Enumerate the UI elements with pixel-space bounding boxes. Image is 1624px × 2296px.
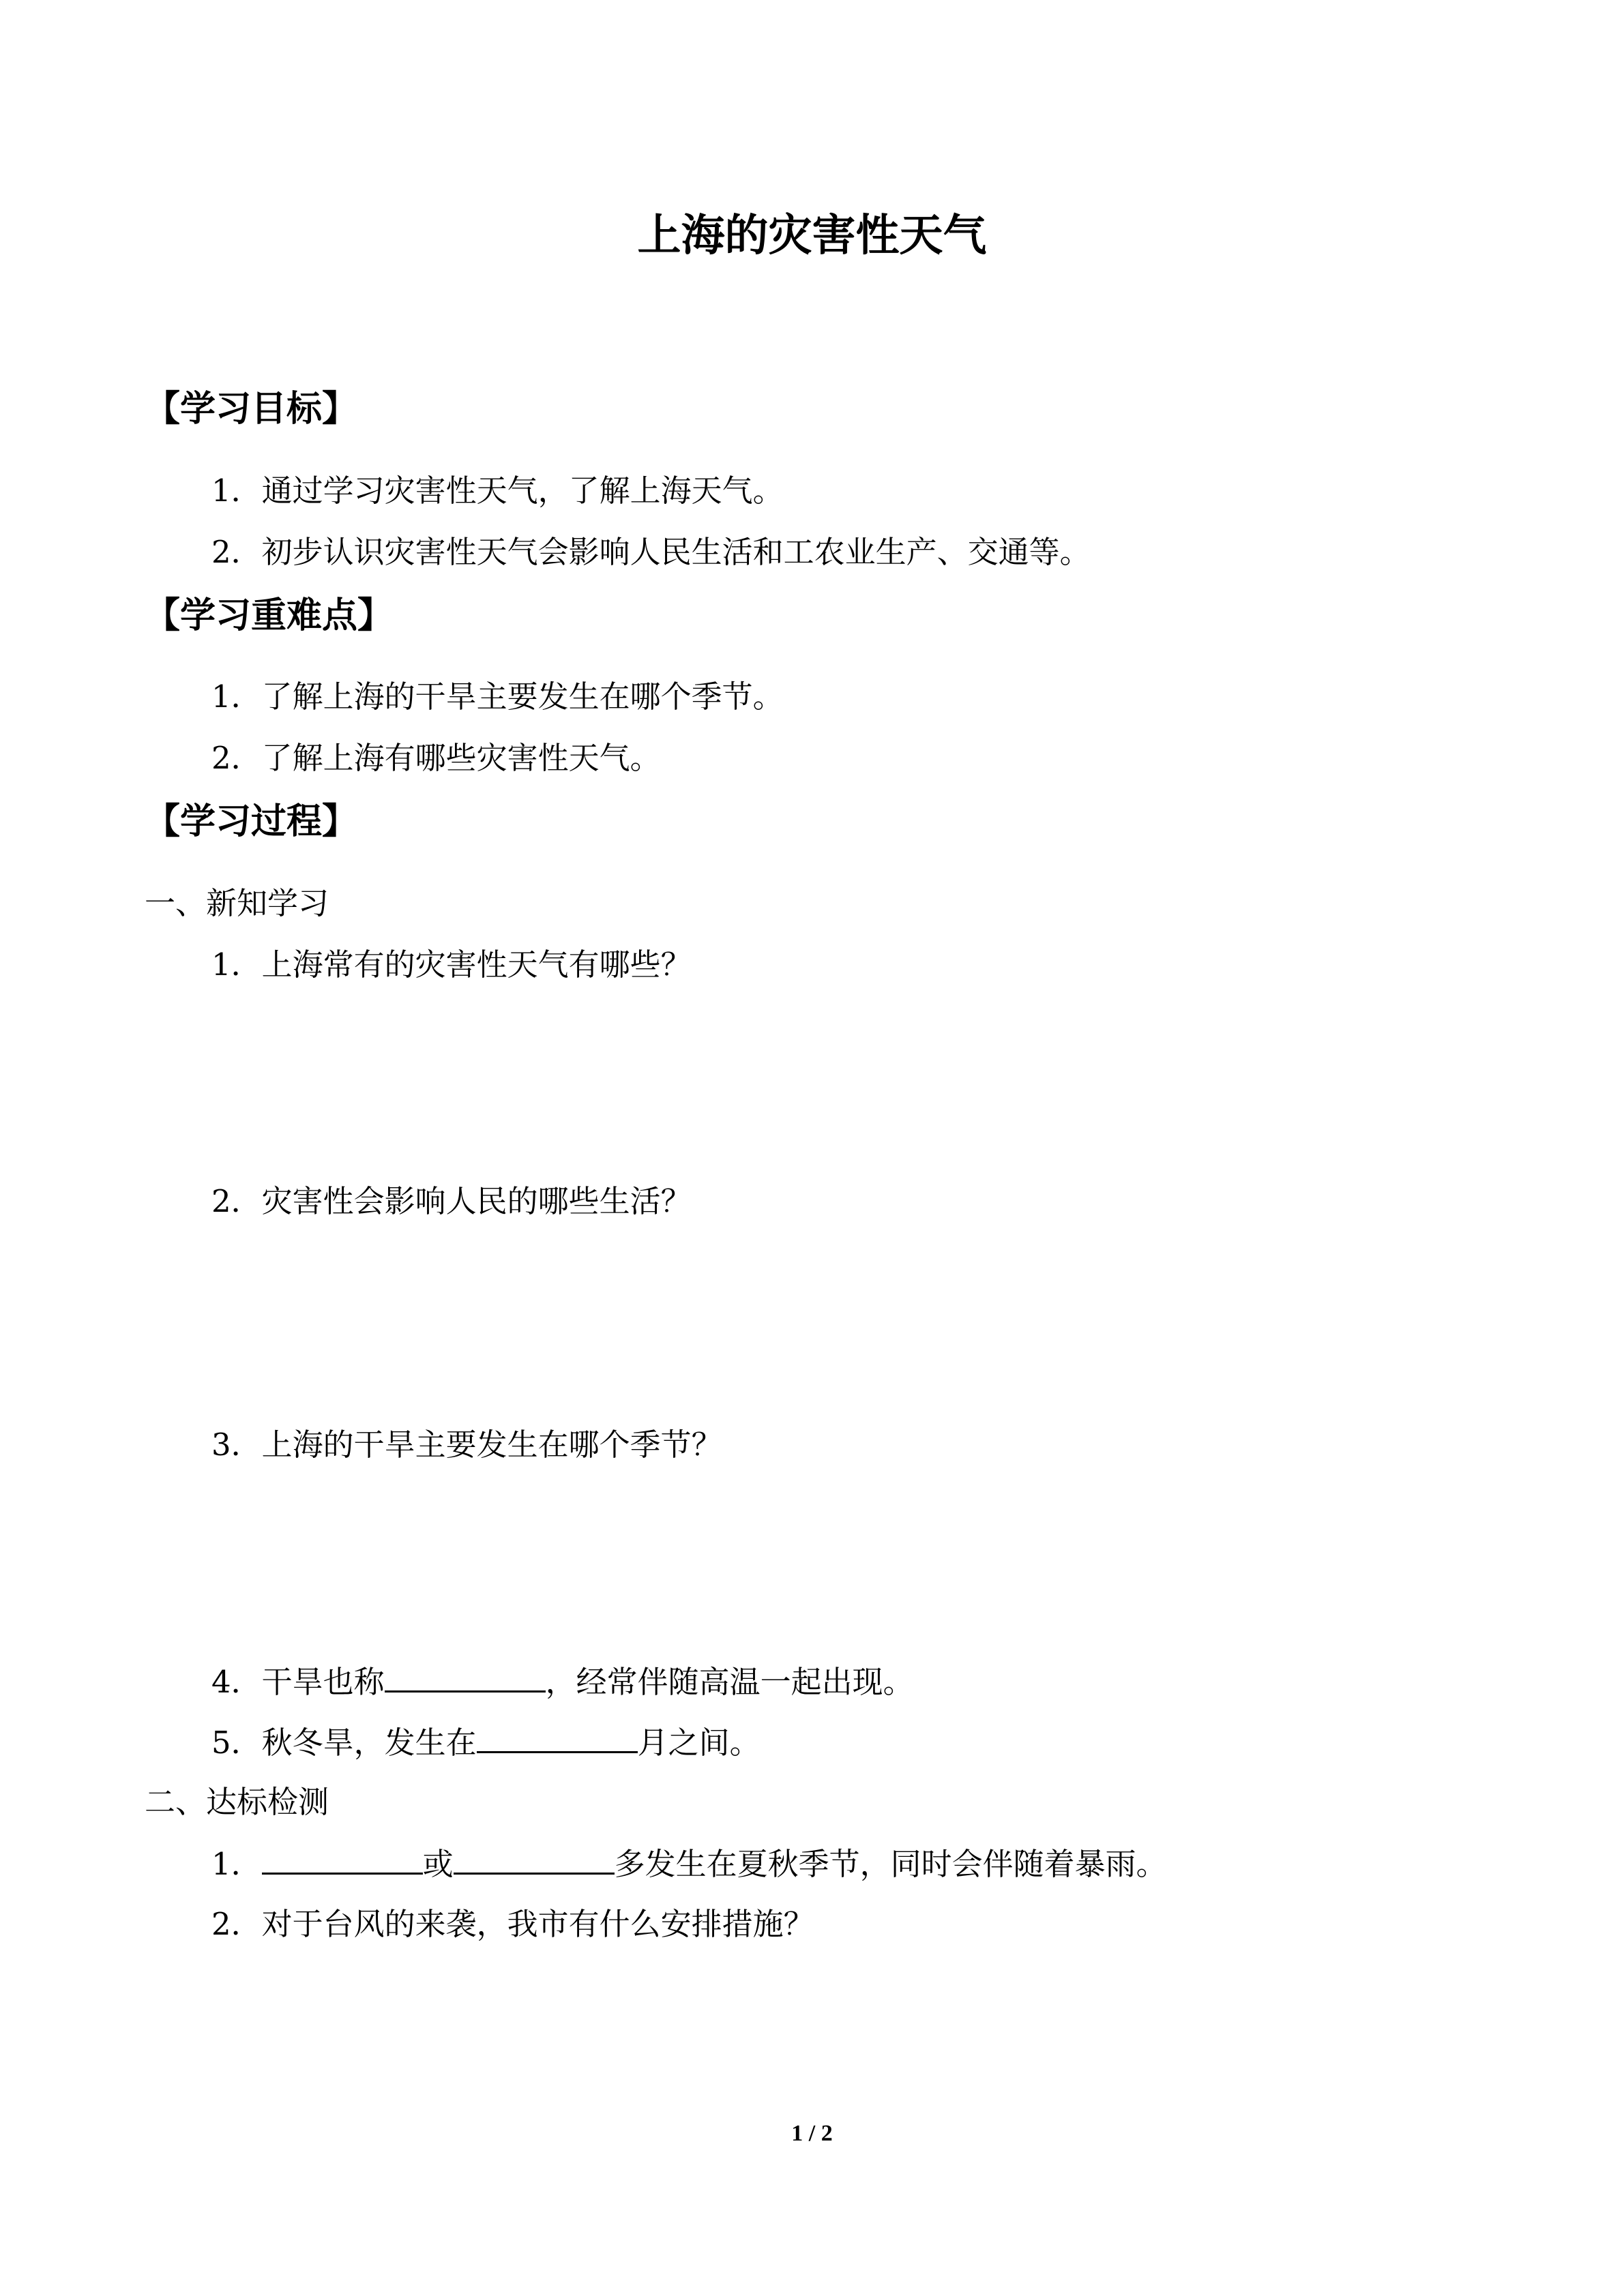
page-number: 1 / 2 bbox=[791, 2121, 833, 2146]
section-heading-key-points: 【学习重难点】 bbox=[145, 595, 394, 636]
question-2: 2．灾害性会影响人民的哪些生活？ bbox=[211, 1183, 692, 1219]
assessment-q1-suffix: 多发生在夏秋季节，同时会伴随着暴雨。 bbox=[614, 1846, 1167, 1882]
fill-blank-assessment-1a[interactable] bbox=[262, 1841, 423, 1875]
question-5-prefix: 5．秋冬旱，发生在 bbox=[211, 1725, 477, 1761]
goal-item-2: 2．初步认识灾害性天气会影响人民生活和工农业生产、交通等。 bbox=[211, 534, 1091, 570]
goal-item-1: 1．通过学习灾害性天气，了解上海天气。 bbox=[211, 473, 784, 509]
key-point-item-2: 2．了解上海有哪些灾害性天气。 bbox=[211, 740, 661, 776]
question-3: 3．上海的干旱主要发生在哪个季节？ bbox=[211, 1427, 722, 1463]
assessment-question-2: 2．对于台风的来袭，我市有什么安排措施？ bbox=[211, 1906, 814, 1942]
fill-blank-q4[interactable] bbox=[385, 1659, 546, 1693]
question-4-suffix: ，经常伴随高温一起出现。 bbox=[545, 1664, 914, 1700]
part-label-assessment: 二、达标检测 bbox=[145, 1784, 329, 1820]
section-heading-goals: 【学习目标】 bbox=[145, 389, 358, 430]
key-point-item-1: 1．了解上海的干旱主要发生在哪个季节。 bbox=[211, 679, 784, 715]
fill-blank-q5[interactable] bbox=[477, 1720, 638, 1753]
question-1: 1．上海常有的灾害性天气有哪些？ bbox=[211, 946, 692, 983]
question-5 bbox=[211, 1720, 761, 1765]
assessment-question-1 bbox=[211, 1841, 1167, 1886]
section-heading-process: 【学习过程】 bbox=[145, 801, 358, 842]
question-4-prefix: 4．干旱也称 bbox=[211, 1664, 385, 1700]
assessment-q1-middle: 或 bbox=[422, 1846, 454, 1882]
assessment-q1-prefix: 1． bbox=[211, 1846, 262, 1882]
question-4 bbox=[211, 1659, 914, 1704]
question-5-suffix: 月之间。 bbox=[637, 1725, 761, 1761]
page-title: 上海的灾害性天气 bbox=[637, 211, 987, 261]
fill-blank-assessment-1b[interactable] bbox=[454, 1841, 615, 1875]
part-label-new-knowledge: 一、新知学习 bbox=[145, 885, 329, 921]
